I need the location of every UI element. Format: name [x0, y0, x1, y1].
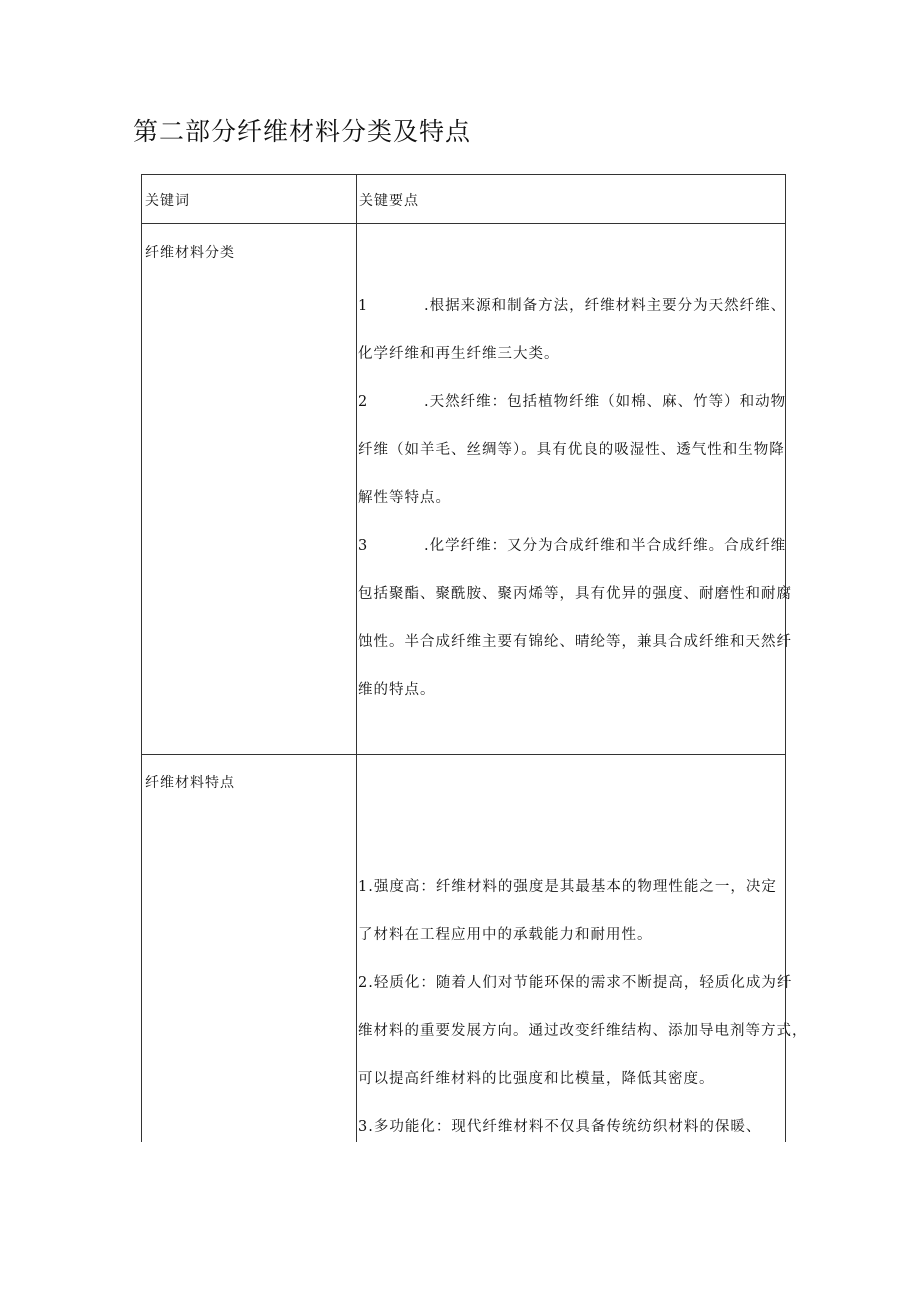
point-text: .天然纤维：包括植物纤维（如棉、麻、竹等）和动物 [424, 394, 787, 410]
point-line [358, 344, 778, 392]
point-number: 1. [358, 879, 374, 895]
point-line [358, 536, 787, 584]
point-line [358, 440, 785, 488]
point-number: 2 [358, 394, 369, 410]
point-number: 3 [358, 538, 369, 554]
point-line [358, 877, 778, 925]
point-line [358, 488, 778, 536]
point-text: 多功能化：现代纤维材料不仅具备传统纺织材料的保暖、 [373, 1119, 762, 1135]
characteristics-points [358, 877, 808, 1165]
point-text: 了材料在工程应用中的承载能力和耐用性。 [358, 927, 653, 943]
point-line [358, 296, 787, 344]
column-divider [356, 175, 357, 1142]
point-line [358, 973, 793, 1021]
page-title: 第二部分纤维材料分类及特点 [133, 117, 472, 146]
key-points-table [141, 174, 808, 1142]
point-text: 包括聚酯、聚酰胺、聚丙烯等，具有优异的强度、耐磨性和耐腐 [358, 586, 792, 602]
point-text: 强度高：纤维材料的强度是其最基本的物理性能之一，决定 [373, 879, 777, 895]
point-number: 2. [358, 975, 374, 991]
point-text: 维材料的重要发展方向。通过改变纤维结构、添加导电剂等方式， [358, 1023, 808, 1039]
classification-points [358, 296, 792, 728]
row-divider [142, 223, 785, 224]
point-text: 纤维（如羊毛、丝绸等）。具有优良的吸湿性、透气性和生物降 [358, 442, 785, 458]
point-line [358, 1117, 778, 1165]
point-text: 蚀性。半合成纤维主要有锦纶、晴纶等，兼具合成纤维和天然纤 [358, 634, 792, 650]
header-keyword: 关键词 [145, 193, 190, 209]
point-text: 维的特点。 [358, 682, 436, 698]
row-divider [142, 754, 785, 755]
point-number: 3. [358, 1119, 374, 1135]
point-text: 解性等特点。 [358, 490, 451, 506]
point-line [358, 680, 778, 728]
point-text: .化学纤维：又分为合成纤维和半合成纤维。合成纤维 [424, 538, 787, 554]
point-number: 1 [358, 298, 369, 314]
point-line [358, 1021, 808, 1069]
point-line [358, 584, 792, 632]
point-line [358, 1069, 778, 1117]
point-text: 化学纤维和再生纤维三大类。 [358, 346, 560, 362]
row-keyword-characteristics: 纤维材料特点 [145, 775, 235, 791]
point-text: 轻质化：随着人们对节能环保的需求不断提高，轻质化成为纤 [373, 975, 793, 991]
header-key-points: 关键要点 [359, 193, 419, 209]
row-keyword-classification: 纤维材料分类 [145, 245, 235, 261]
point-line [358, 925, 778, 973]
point-text: 可以提高纤维材料的比强度和比模量，降低其密度。 [358, 1071, 715, 1087]
point-text: .根据来源和制备方法，纤维材料主要分为天然纤维、 [424, 298, 787, 314]
point-line [358, 632, 792, 680]
point-line [358, 392, 787, 440]
